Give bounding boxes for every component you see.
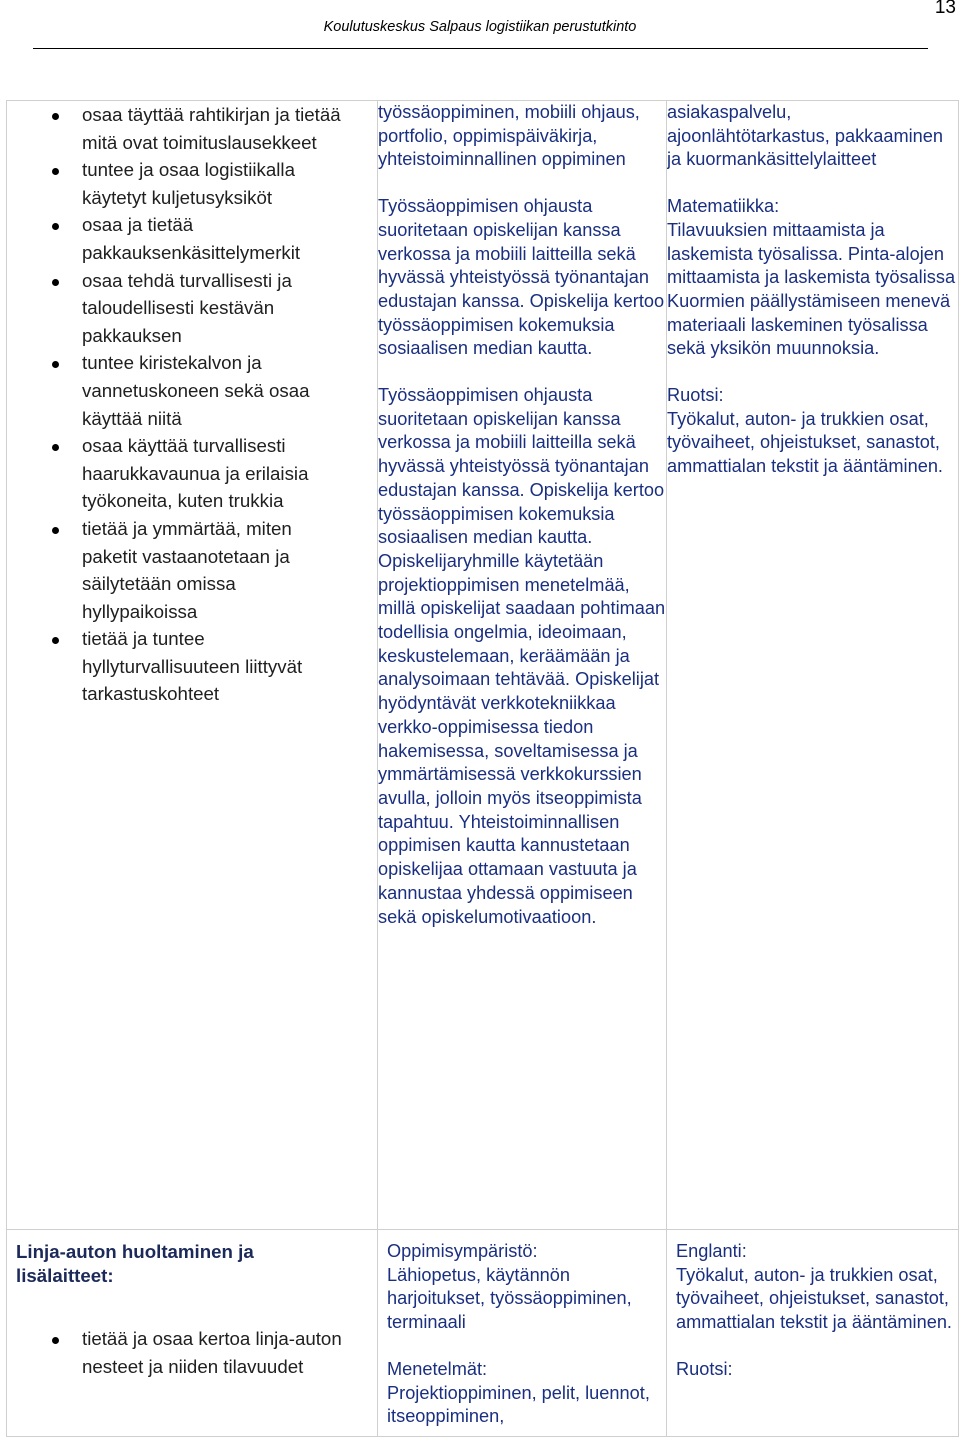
skills-list <box>7 101 377 708</box>
list-item: tietää ja osaa kertoa linja-auton nesteet ja niiden tilavuudet <box>7 1325 347 1380</box>
curriculum-table <box>6 100 959 1437</box>
environment-label: Oppimisympäristö: <box>387 1241 538 1261</box>
bullet-icon <box>52 223 59 230</box>
section-heading: Linja-auton huoltaminen ja lisälaitteet: <box>16 1241 254 1286</box>
languages-cell <box>667 1230 959 1437</box>
environment-cell <box>378 1230 667 1437</box>
list-item: osaa tehdä turvallisesti ja taloudellisesti kestävän pakkauksen <box>7 267 347 350</box>
methods-text: Projektioppiminen, pelit, luennot, itseoppiminen, <box>387 1382 650 1427</box>
bus-skills-list <box>7 1325 377 1380</box>
swedish-label: Ruotsi: <box>676 1358 733 1379</box>
bullet-icon <box>52 444 59 451</box>
environment-text: Lähiopetus, käytännön harjoitukset, työssäoppiminen, terminaali <box>387 1264 632 1333</box>
guidance-paragraph-extended: Työssäoppimisen ohjausta suoritetaan opiskelijan kanssa verkossa ja mobiili laitteilla sekä hyvässä yhteistyössä työnantajan edustajan kanssa. Opiskelija kertoo työssäoppimisen kokemuksia sosiaalisen median kautta. Opiskelijaryhmille käytetään projektioppimisen menetelmää, millä opiskelijat saadaan pohtimaan todellisia ongelmia, ideoimaan, keskustelemaan, keräämään ja analysoimaan tehtävää. Opiskelijat hyödyntävät verkkotekniikkaa verkko-oppimisessa tiedon hakemisessa, soveltamisessa ja ymmärtämisessä verkkokurssien avulla, jolloin myös itseoppimista tapahtuu. Yhteistoiminnallisen oppimisen kautta kannustetaan opiskelijaa ottamaan vastuuta ja kannustaa yhdessä oppimiseen sekä opiskelumotivaatioon. <box>378 385 666 927</box>
document-header-title: Koulutuskeskus Salpaus logistiikan perustutkinto <box>323 19 637 35</box>
header-divider <box>33 48 928 49</box>
list-item: osaa täyttää rahtikirjan ja tietää mitä ovat toimituslausekkeet <box>7 101 347 156</box>
swedish-text: Työkalut, auton- ja trukkien osat, työvaiheet, ohjeistukset, sanastot, ammattialan tekstit ja ääntäminen. <box>667 408 943 477</box>
methods-intro: työssäoppiminen, mobiili ohjaus, portfolio, oppimispäiväkirja, yhteistoiminnallinen oppiminen <box>378 102 640 170</box>
bus-maintenance-cell <box>7 1230 378 1437</box>
guidance-paragraph: Työssäoppimisen ohjausta suoritetaan opiskelijan kanssa verkossa ja mobiili laitteilla sekä hyvässä yhteistyössä työnantajan edustajan kanssa. Opiskelija kertoo työssäoppimisen kokemuksia sosiaalisen median kautta. <box>378 196 665 359</box>
math-text: Tilavuuksien mittaamista ja laskemista työsalissa. Pinta-alojen mittaamista ja laskemista työsalissa Kuormien päällystämiseen menevä materiaali laskeminen työsalissa sekä yksikön muunnoksia. <box>667 219 956 359</box>
methods-label: Menetelmät: <box>387 1358 488 1379</box>
bullet-icon <box>52 113 59 120</box>
list-item: tietää ja tuntee hyllyturvallisuuteen liittyvät tarkastuskohteet <box>7 625 347 708</box>
skills-cell <box>7 101 378 1230</box>
bullet-icon <box>52 361 59 368</box>
english-text: Työkalut, auton- ja trukkien osat, työvaiheet, ohjeistukset, sanastot, ammattialan tekstit ja ääntäminen. <box>676 1264 952 1333</box>
table-row <box>7 1230 959 1437</box>
list-item: osaa käyttää turvallisesti haarukkavaunua ja erilaisia työkoneita, kuten trukkia <box>7 432 347 515</box>
bullet-icon <box>52 279 59 286</box>
list-item: tietää ja ymmärtää, miten paketit vastaanotetaan ja säilytetään omissa hyllypaikoissa <box>7 515 347 625</box>
math-label: Matematiikka: <box>667 196 780 217</box>
page-number: 13 <box>934 0 956 18</box>
bullet-icon <box>52 168 59 175</box>
bullet-icon <box>52 527 59 534</box>
bullet-icon <box>52 637 59 644</box>
english-label: Englanti: <box>676 1241 747 1261</box>
integration-intro: asiakaspalvelu, ajoonlähtötarkastus, pakkaaminen ja kuormankäsittelylaitteet <box>667 102 944 170</box>
bullet-icon <box>52 1337 59 1344</box>
list-item: osaa ja tietää pakkauksenkäsittelymerkit <box>7 211 347 266</box>
table-row <box>7 101 959 1230</box>
swedish-label: Ruotsi: <box>667 385 724 406</box>
methods-cell <box>378 101 667 1230</box>
list-item: tuntee kiristekalvon ja vannetuskoneen sekä osaa käyttää niitä <box>7 349 347 432</box>
integration-cell <box>667 101 959 1230</box>
list-item: tuntee ja osaa logistiikalla käytetyt kuljetusyksiköt <box>7 156 347 211</box>
